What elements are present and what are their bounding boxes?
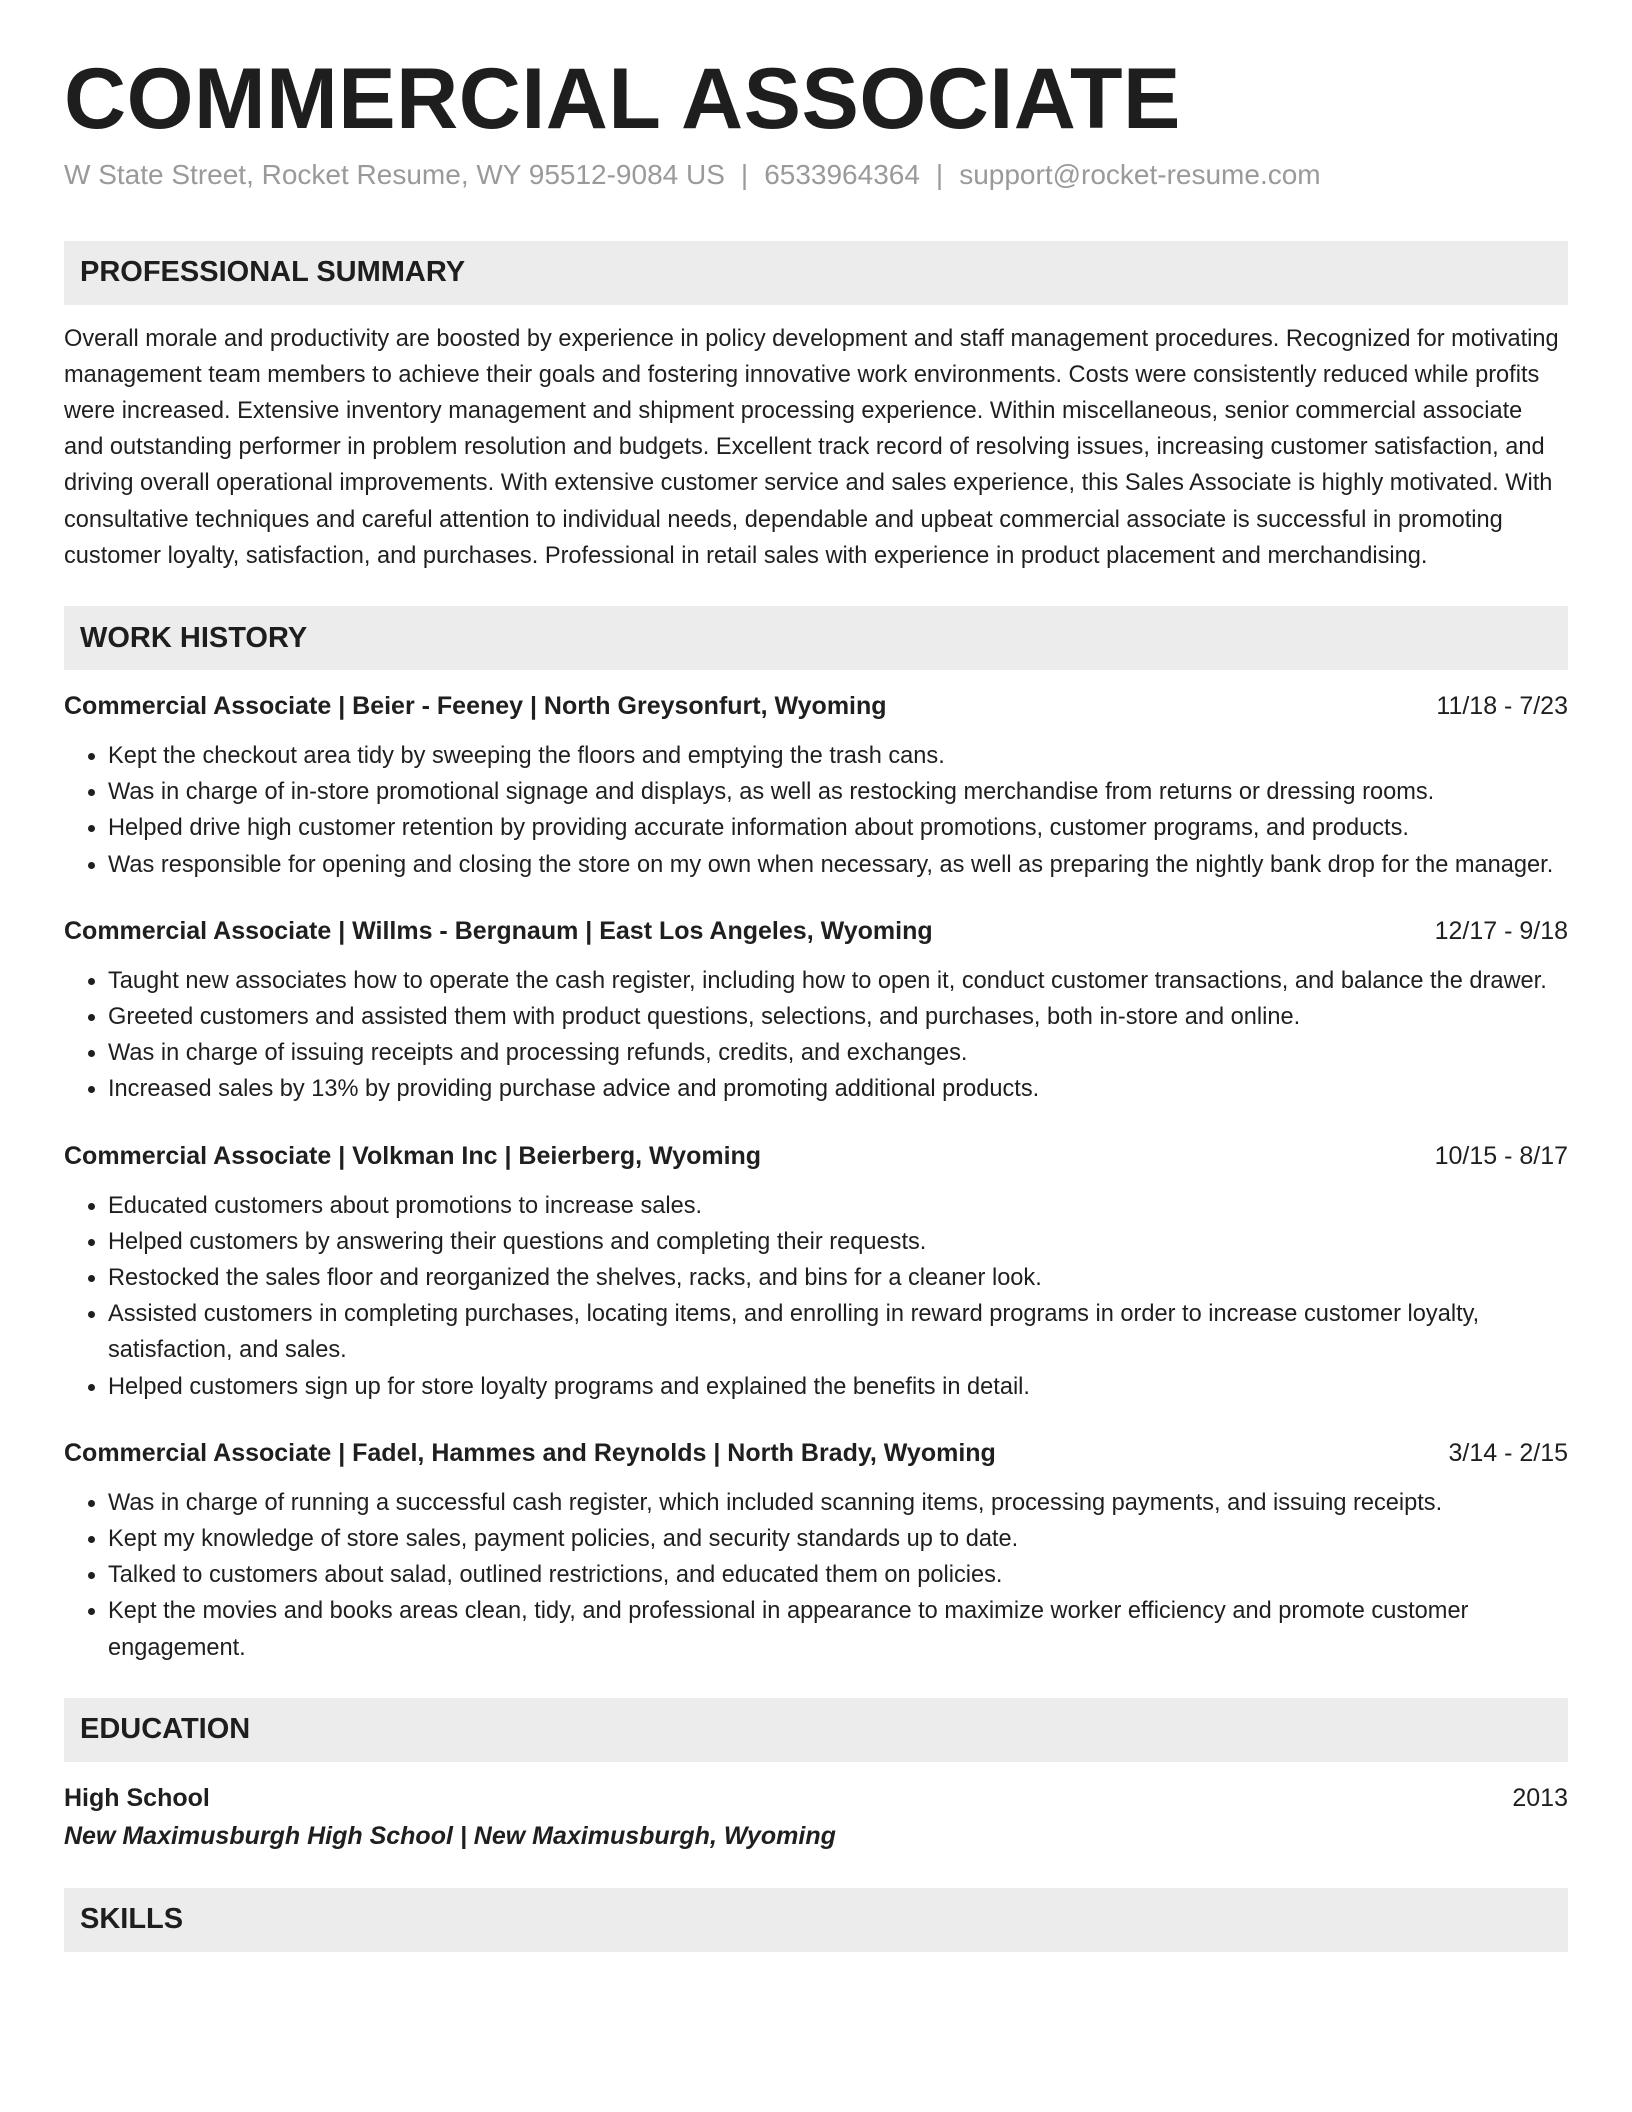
- contact-separator: |: [935, 158, 944, 190]
- job-bullet: • Educated customers about promotions to increase sales.: [108, 1188, 1568, 1224]
- job-bullet-list: [64, 963, 1568, 1108]
- job-bullet: • Helped customers sign up for store loyalty programs and explained the benefits in detail.: [108, 1369, 1568, 1405]
- job-entry: [64, 913, 1568, 1108]
- job-bullet: • Was in charge of running a successful cash register, which included scanning items, processing payments, and issuing receipts.: [108, 1485, 1568, 1521]
- contact-address: W State Street, Rocket Resume, WY 95512-9084 US: [64, 158, 725, 190]
- job-bullet: • Kept the movies and books areas clean, tidy, and professional in appearance to maximize worker efficiency and promote customer engagement.: [108, 1593, 1568, 1665]
- job-title: Commercial Associate | Willms - Bergnaum | East Los Angeles, Wyoming: [64, 916, 933, 945]
- job-dates: 10/15 - 8/17: [1434, 1141, 1568, 1170]
- job-title: Commercial Associate | Volkman Inc | Beierberg, Wyoming: [64, 1141, 762, 1170]
- job-dates: 12/17 - 9/18: [1434, 916, 1568, 945]
- job-entry: [64, 1435, 1568, 1666]
- job-bullet: • Talked to customers about salad, outlined restrictions, and educated them on policies.: [108, 1557, 1568, 1593]
- job-bullet-list: [64, 738, 1568, 883]
- job-bullet: • Helped drive high customer retention by providing accurate information about promotions, customer programs, and products.: [108, 810, 1568, 846]
- summary-text: Overall morale and productivity are boosted by experience in policy development and staff management procedures. Recognized for motivating management team members to achieve their goals and fostering innovative work environments. Costs were consistently reduced while profits were increased. Extensive inventory management and shipment processing experience. Within miscellaneous, senior commercial associate and outstanding performer in problem resolution and budgets. Excellent track record of resolving issues, increasing customer satisfaction, and driving overall operational improvements. With extensive customer service and sales experience, this Sales Associate is highly motivated. With consultative techniques and careful attention to individual needs, dependable and upbeat commercial associate is successful in promoting customer loyalty, satisfaction, and purchases. Professional in retail sales with experience in product placement and merchandising.: [64, 325, 1559, 569]
- job-bullet: • Was in charge of issuing receipts and processing refunds, credits, and exchanges.: [108, 1035, 1568, 1071]
- contact-separator: |: [740, 158, 749, 190]
- job-header: [64, 1435, 1568, 1471]
- section-header-skills: SKILLS: [64, 1888, 1568, 1952]
- section-header-summary: PROFESSIONAL SUMMARY: [64, 241, 1568, 305]
- job-bullet: • Restocked the sales floor and reorganized the shelves, racks, and bins for a cleaner look.: [108, 1260, 1568, 1296]
- job-bullet: • Helped customers by answering their questions and completing their requests.: [108, 1224, 1568, 1260]
- job-bullet: • Was responsible for opening and closing the store on my own when necessary, as well as preparing the nightly bank drop for the manager.: [108, 847, 1568, 883]
- section-header-work-history: WORK HISTORY: [64, 606, 1568, 670]
- job-bullet-list: [64, 1188, 1568, 1405]
- job-bullet: • Kept my knowledge of store sales, payment policies, and security standards up to date.: [108, 1521, 1568, 1557]
- job-bullet: • Increased sales by 13% by providing purchase advice and promoting additional products.: [108, 1071, 1568, 1107]
- education-year: 2013: [1512, 1783, 1568, 1812]
- job-dates: 11/18 - 7/23: [1436, 692, 1568, 721]
- job-bullet: • Kept the checkout area tidy by sweeping the floors and emptying the trash cans.: [108, 738, 1568, 774]
- job-entry: [64, 1138, 1568, 1405]
- work-history-list: [64, 688, 1568, 1666]
- job-bullet: • Taught new associates how to operate the cash register, including how to open it, conduct customer transactions, and balance the drawer.: [108, 963, 1568, 999]
- job-bullet: • Was in charge of in-store promotional signage and displays, as well as restocking merchandise from returns or dressing rooms.: [108, 774, 1568, 810]
- contact-phone: 6533964364: [764, 158, 920, 190]
- job-entry: [64, 688, 1568, 883]
- education-degree: High School: [64, 1783, 210, 1812]
- resume-name: COMMERCIAL ASSOCIATE: [64, 51, 1181, 147]
- job-header: [64, 688, 1568, 724]
- education-school: New Maximusburgh High School | New Maximusburgh, Wyoming: [64, 1821, 836, 1850]
- job-header: [64, 1138, 1568, 1174]
- job-bullet: • Assisted customers in completing purchases, locating items, and enrolling in reward programs in order to increase customer loyalty, satisfaction, and sales.: [108, 1296, 1568, 1368]
- education-entry: [64, 1780, 1568, 1816]
- job-title: Commercial Associate | Beier - Feeney | North Greysonfurt, Wyoming: [64, 692, 887, 721]
- section-header-education: EDUCATION: [64, 1698, 1568, 1762]
- contact-line: [64, 159, 1568, 191]
- job-bullet: • Greeted customers and assisted them with product questions, selections, and purchases, both in-store and online.: [108, 999, 1568, 1035]
- job-dates: 3/14 - 2/15: [1448, 1438, 1568, 1467]
- job-bullet-list: [64, 1485, 1568, 1666]
- job-title: Commercial Associate | Fadel, Hammes and Reynolds | North Brady, Wyoming: [64, 1438, 996, 1467]
- contact-email: support@rocket-resume.com: [959, 158, 1321, 190]
- job-header: [64, 913, 1568, 949]
